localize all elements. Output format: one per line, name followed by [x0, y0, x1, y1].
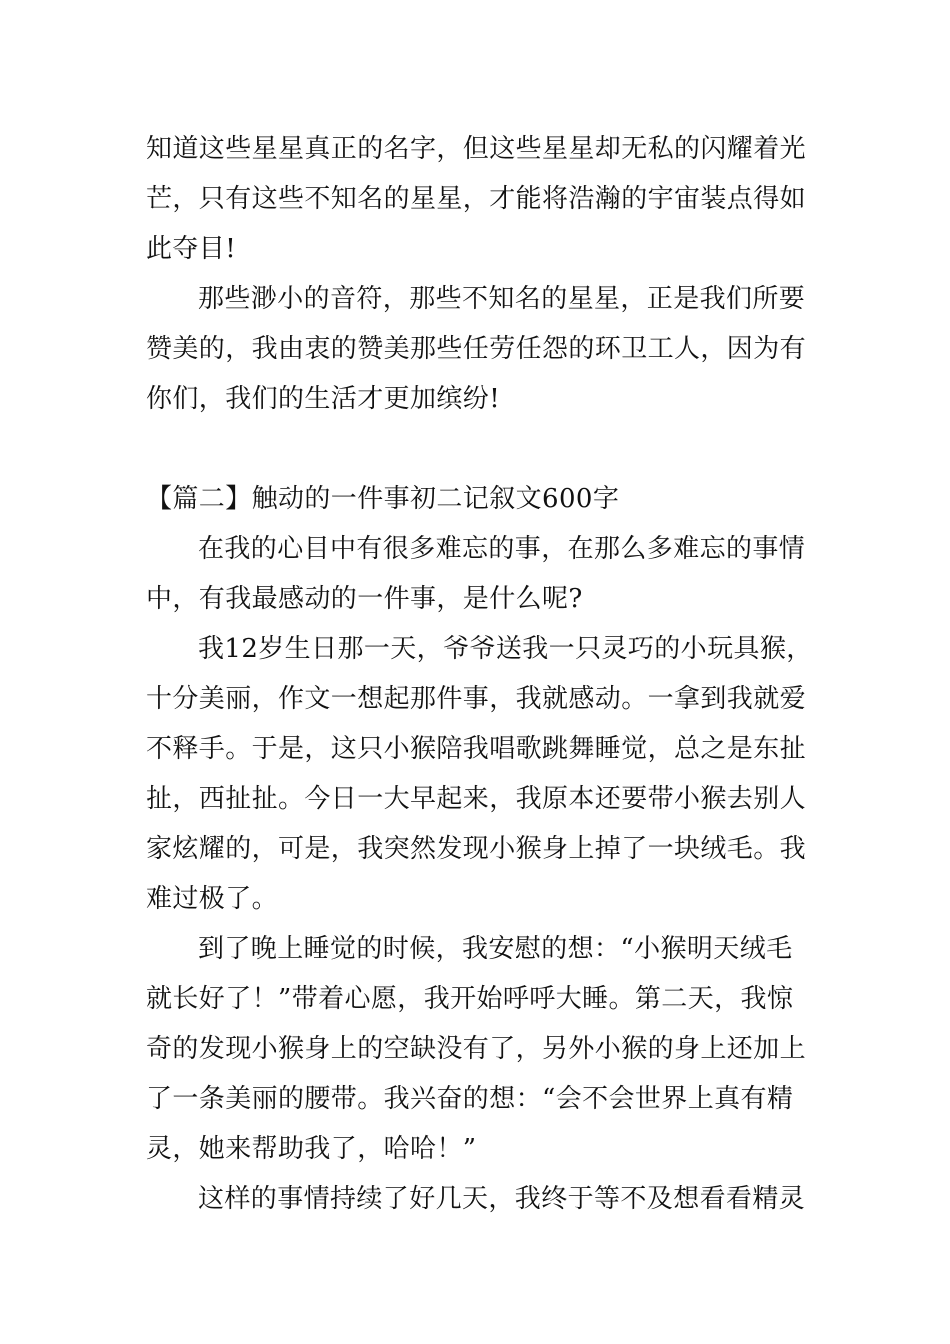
text-line: 芒，只有这些不知名的星星，才能将浩瀚的宇宙装点得如 — [146, 184, 807, 214]
section-spacer — [146, 424, 810, 474]
document-page — [146, 124, 813, 1224]
text-line: 了一条美丽的腰带。我兴奋的想：“会不会世界上真有精 — [146, 1084, 794, 1114]
text-line: 就长好了！”带着心愿，我开始呼呼大睡。第二天，我惊 — [146, 984, 794, 1014]
text-line: 此夺目! — [146, 234, 237, 264]
text-line: 到了晚上睡觉的时候，我安慰的想：“小猴明天绒毛 — [198, 934, 793, 964]
text-line: 赞美的，我由衷的赞美那些任劳任怨的环卫工人，因为有 — [146, 334, 807, 364]
paragraph — [146, 1174, 810, 1224]
text-line: 十分美丽，作文一想起那件事，我就感动。一拿到我就爱 — [146, 684, 807, 714]
text-line: 这样的事情持续了好几天，我终于等不及想看看精灵 — [198, 1184, 806, 1214]
text-line: 不释手。于是，这只小猴陪我唱歌跳舞睡觉，总之是东扯 — [146, 734, 807, 764]
text-line: 知道这些星星真正的名字，但这些星星却无私的闪耀着光 — [146, 134, 807, 164]
paragraph — [146, 624, 813, 924]
paragraph — [146, 274, 810, 424]
text-line: 难过极了。 — [146, 884, 279, 914]
text-line: 扯，西扯扯。今日一大早起来，我原本还要带小猴去别人 — [146, 784, 807, 814]
text-line: 我12岁生日那一天，爷爷送我一只灵巧的小玩具猴， — [198, 634, 813, 664]
text-line: 中，有我最感动的一件事，是什么呢? — [146, 584, 583, 614]
section-heading: 【篇二】触动的一件事初二记叙文600字 — [146, 484, 620, 514]
paragraph — [146, 924, 810, 1174]
paragraph — [146, 524, 810, 624]
paragraph — [146, 124, 810, 274]
text-line: 你们，我们的生活才更加缤纷! — [146, 384, 501, 414]
text-line: 灵，她来帮助我了，哈哈！” — [146, 1134, 477, 1164]
text-line: 那些渺小的音符，那些不知名的星星，正是我们所要 — [198, 284, 806, 314]
text-line: 奇的发现小猴身上的空缺没有了，另外小猴的身上还加上 — [146, 1034, 807, 1064]
text-line: 在我的心目中有很多难忘的事，在那么多难忘的事情 — [198, 534, 806, 564]
text-line: 家炫耀的，可是，我突然发现小猴身上掉了一块绒毛。我 — [146, 834, 807, 864]
